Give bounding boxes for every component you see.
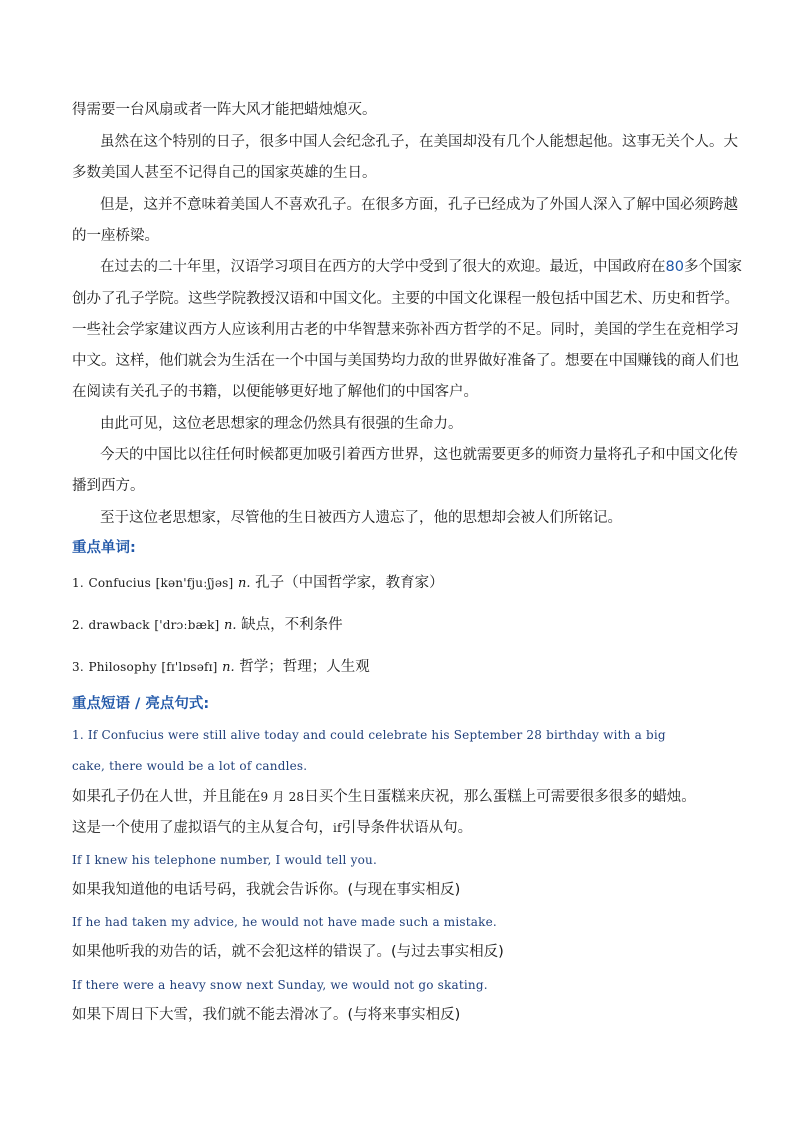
example-sentence-en: If there were a heavy snow next Sunday, we would not go skating. (72, 978, 488, 992)
vocab-word: drawback (88, 618, 150, 632)
grammar-note (72, 818, 472, 838)
vocab-number: 1. (72, 576, 84, 590)
paragraph-line (100, 257, 742, 277)
vocab-phonetic: [kən'fjuːʃjəs] (155, 576, 234, 590)
vocab-phonetic: [fɪ'lɒsəfɪ] (161, 660, 218, 674)
paragraph-line: 今天的中国比以往任何时候都更加吸引着西方世界，这也就需要更多的师资力量将孔子和中国文化传 (100, 447, 738, 463)
vocab-meaning: 哲学；哲理；人生观 (239, 659, 370, 675)
vocab-item (72, 573, 444, 594)
paragraph-line: 创办了孔子学院。这些学院教授汉语和中国文化。主要的中国文化课程一般包括中国艺术、历史和哲学。 (72, 291, 739, 307)
vocab-item (72, 657, 370, 678)
paragraph-line: 虽然在这个特别的日子，很多中国人会纪念孔子，在美国却没有几个人能想起他。这事无关个人。大 (100, 134, 738, 150)
phrases-heading: 重点短语 / 亮点句式: (72, 696, 210, 712)
paragraph-line: 由此可见，这位老思想家的理念仍然具有很强的生命力。 (100, 416, 463, 432)
vocab-pos: n. (224, 618, 237, 633)
paragraph-line: 在阅读有关孔子的书籍，以便能够更好地了解他们的中国客户。 (72, 384, 478, 400)
vocab-meaning: 孔子（中国哲学家，教育家） (255, 575, 444, 591)
note-text: 这是一个使用了虚拟语气的主从复合句， (72, 820, 333, 836)
paragraph-line: 得需要一台风扇或者一阵大风才能把蜡烛熄灭。 (72, 102, 377, 118)
paragraph-line: 一些社会学家建议西方人应该利用古老的中华智慧来弥补西方哲学的不足。同时，美国的学生在竞相学习 (72, 322, 739, 338)
paragraph-text: 在过去的二十年里，汉语学习项目在西方的大学中受到了很大的欢迎。最近，中国政府在 (100, 259, 666, 275)
example-translation: 如果下周日下大雪，我们就不能去滑冰了。(与将来事实相反) (72, 1007, 461, 1023)
paragraph-line: 播到西方。 (72, 478, 145, 494)
example-sentence-en: If he had taken my advice, he would not have made such a mistake. (72, 915, 497, 929)
paragraph-line: 的一座桥梁。 (72, 228, 159, 244)
example-translation: 如果他听我的劝告的话，就不会犯这样的错误了。(与过去事实相反) (72, 944, 504, 960)
vocab-phonetic: ['drɔːbæk] (154, 618, 220, 632)
vocab-number: 2. (72, 618, 84, 632)
vocab-pos: n. (222, 660, 235, 675)
vocab-pos: n. (238, 576, 251, 591)
vocab-number: 3. (72, 660, 84, 674)
vocab-word: Philosophy (88, 660, 157, 674)
paragraph-line: 多数美国人甚至不记得自己的国家英雄的生日。 (72, 165, 377, 181)
keyword-if: if (333, 821, 342, 835)
example-translation (72, 787, 696, 807)
paragraph-line: 但是，这并不意味着美国人不喜欢孔子。在很多方面，孔子已经成为了外国人深入了解中国必须跨越 (100, 197, 738, 213)
paragraph-text: 多个国家 (683, 259, 742, 275)
number-text: 80 (665, 259, 684, 275)
example-sentence-en: 1. If Confucius were still alive today and could celebrate his September 28 birthday with a big (72, 728, 666, 742)
vocab-heading: 重点单词: (72, 540, 136, 556)
paragraph-line: 至于这位老思想家，尽管他的生日被西方人遗忘了，他的思想却会被人们所铭记。 (100, 510, 622, 526)
date-text: 9 月 28 (260, 790, 305, 804)
vocab-meaning: 缺点，不利条件 (241, 617, 343, 633)
note-text: 引导条件状语从句。 (341, 820, 473, 836)
example-translation: 如果我知道他的电话号码，我就会告诉你。(与现在事实相反) (72, 882, 461, 898)
example-sentence-en: If I knew his telephone number, I would tell you. (72, 853, 377, 867)
vocab-word: Confucius (88, 576, 152, 590)
example-sentence-en: cake, there would be a lot of candles. (72, 759, 308, 773)
translation-text: 日买个生日蛋糕来庆祝，那么蛋糕上可需要很多很多的蜡烛。 (304, 789, 696, 805)
translation-text: 如果孔子仍在人世，并且能在 (72, 789, 261, 805)
vocab-item (72, 615, 343, 636)
paragraph-line: 中文。这样，他们就会为生活在一个中国与美国势均力敌的世界做好准备了。想要在中国赚钱的商人们也 (72, 353, 739, 369)
